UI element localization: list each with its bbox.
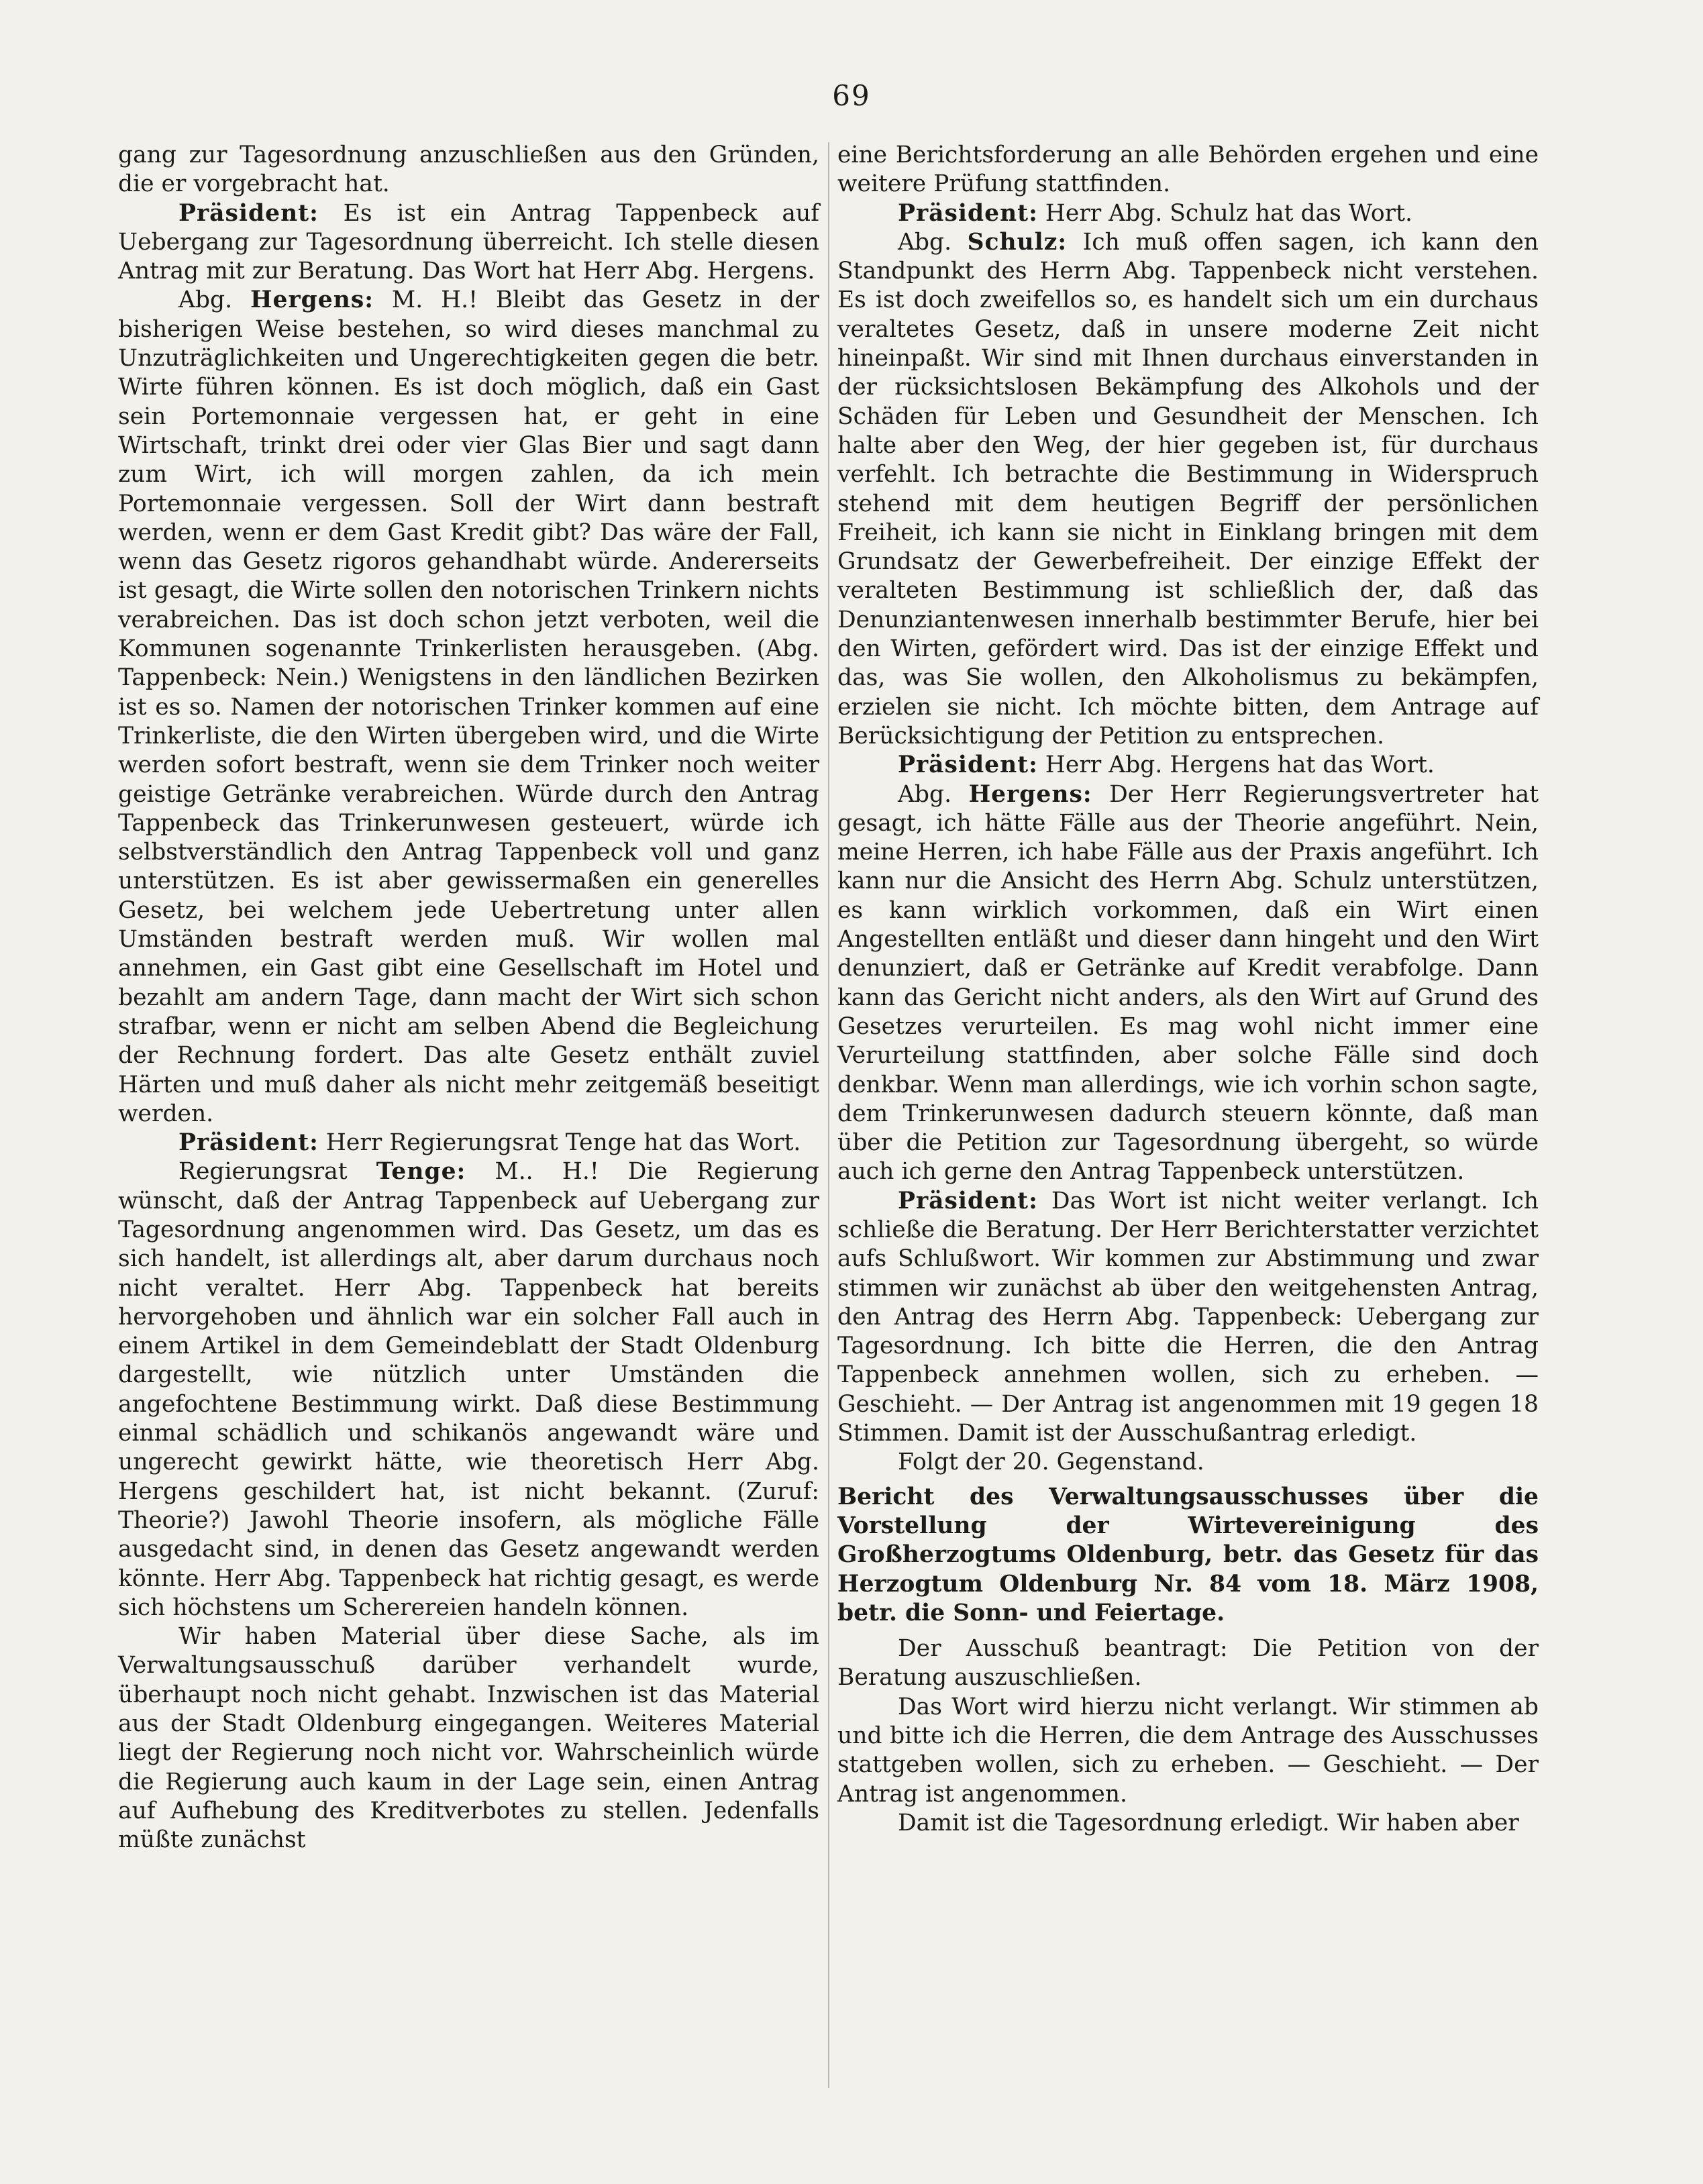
paragraph [118,1622,819,1855]
text-run: Herr Abg. Schulz hat das Wort. [1037,199,1413,227]
text-run: Abg. [898,228,968,256]
speaker-label: Schulz: [967,228,1068,256]
paragraph [837,228,1539,751]
column-divider [828,142,829,2088]
text-run: Abg. [178,287,250,314]
text-run: Folgt der 20. Gegenstand. [898,1449,1204,1476]
left-column [118,141,819,1855]
paragraph [118,286,819,1129]
text-run: Wir haben Material über diese Sache, als im Verwaltungsausschuß darüber verhandelt wurde, überhaupt noch nicht gehabt. Inzwischen ist das Material aus der Stadt Oldenburg eingegangen. Weiteres Material liegt der Regierung noch nicht vor. Wahrscheinlich würde die Regierung auch kaum in der Lage sein, einen Antrag auf Aufhebung des Kreditverbotes zu stellen. Jedenfalls müßte zunächst [118,1623,819,1854]
paragraph [118,1129,819,1157]
page-number: 69 [832,79,871,112]
paragraph [837,1634,1539,1693]
paragraph [118,1157,819,1622]
text-run: eine Berichtsforderung an alle Behörden ergehen und eine weitere Prüfung stattfinden. [837,142,1539,198]
text-run: Regierungsrat [178,1158,376,1186]
speaker-label: Präsident: [178,199,319,227]
text-run: Der Herr Regierungsvertreter hat gesagt, ich hätte Fälle aus der Theorie angeführt. Nein, meine Herren, ich habe Fälle aus der Praxis angeführt. Ich kann nur die Ansicht des Herrn Abg. Schulz unterstützen, es kann wirklich vorkommen, daß ein Wirt einen Angestellten entläßt und dieser dann hingeht und den Wirt denunziert, daß er Getränke auf Kredit verabfolge. Dann kann das Gericht nicht anders, als den Wirt auf Grund des Gesetzes verurteilen. Es mag wohl nicht immer eine Verurteilung stattfinden, aber solche Fälle sind doch denkbar. Wenn man allerdings, wie ich vorhin schon sagte, dem Trinkerunwesen dadurch steuern könnte, daß man über die Petition zur Tagesordnung übergeht, so würde auch ich gerne den Antrag Tappenbeck unterstützen. [837,780,1539,1186]
paragraph [837,1448,1539,1477]
paragraph-continuation [837,141,1539,199]
speaker-label: Hergens: [250,287,374,314]
text-run: Herr Regierungsrat Tenge hat das Wort. [318,1129,801,1157]
text-run: Es ist ein Antrag Tappenbeck auf Uebergang zur Tagesordnung überreicht. Ich stelle diesen Antrag mit zur Beratung. Das Wort hat Herr Abg. Hergens. [118,199,819,285]
text-run: Ich muß offen sagen, ich kann den Standpunkt des Herrn Abg. Tappenbeck nicht verstehen. Es ist doch zweifellos so, es handelt sich um ein durchaus veraltetes Gesetz, daß in unsere moderne Zeit nicht hineinpaßt. Wir sind mit Ihnen durchaus einverstanden in der rücksichtslosen Bekämpfung des Alkohols und der Schäden für Leben und Gesundheit der Menschen. Ich halte aber den Weg, der hier gegeben ist, für durchaus verfehlt. Ich betrachte die Bestimmung in Widerspruch stehend mit dem heutigen Begriff der persönlichen Freiheit, ich kann sie nicht in Einklang bringen mit dem Grundsatz der Gewerbefreiheit. Der einzige Effekt der veralteten Bestimmung ist schließlich der, daß das Denunziantenwesen innerhalb bestimmter Berufe, hier bei den Wirten, gefördert wird. Das ist der einzige Effekt und das, was Sie wollen, den Alkoholismus zu bekämpfen, erzielen sie nicht. Ich möchte bitten, dem Antrage auf Berücksichtigung der Petition zu entsprechen. [837,228,1539,749]
text-run: Damit ist die Tagesordnung erledigt. Wir haben aber [898,1809,1519,1836]
speaker-label: Präsident: [178,1129,319,1157]
text-run: Bericht des Verwaltungsausschusses über die Vorstellung der Wirtevereinigung des Großherzogtums Oldenburg, betr. das Gesetz für das Herzogtum Oldenburg Nr. 84 vom 18. März 1908, betr. die Sonn- und Feiertage. [837,1483,1539,1626]
text-run: Herr Abg. Hergens hat das Wort. [1037,751,1435,779]
text-run: Das Wort ist nicht weiter verlangt. Ich schließe die Beratung. Der Herr Berichterstatter verzichtet aufs Schlußwort. Wir kommen zur Abstimmung und zwar stimmen wir zunächst ab über den weitgehensten Antrag, den Antrag des Herrn Abg. Tappenbeck: Uebergang zur Tagesordnung. Ich bitte die Herren, die den Antrag Tappenbeck annehmen wollen, sich zu erheben. — Geschieht. — Der Antrag ist angenommen mit 19 gegen 18 Stimmen. Damit ist der Ausschußantrag erledigt. [837,1187,1539,1447]
text-run: Der Ausschuß beantragt: Die Petition von der Beratung auszuschließen. [837,1635,1539,1692]
text-run: M. H.! Bleibt das Gesetz in der bisherigen Weise bestehen, so wird dieses manchmal zu Unzuträglichkeiten und Ungerechtigkeiten gegen die betr. Wirte führen können. Es ist doch möglich, daß ein Gast sein Portemonnaie vergessen hat, er geht in eine Wirtschaft, trinkt drei oder vier Glas Bier und sagt dann zum Wirt, ich will morgen zahlen, da ich mein Portemonnaie vergessen. Soll der Wirt dann bestraft werden, wenn er dem Gast Kredit gibt? Das wäre der Fall, wenn das Gesetz rigoros gehandhabt würde. Andererseits ist gesagt, die Wirte sollen den notorischen Trinkern nichts verabreichen. Das ist doch schon jetzt verboten, weil die Kommunen sogenannte Trinkerlisten herausgeben. (Abg. Tappenbeck: Nein.) Wenigstens in den ländlichen Bezirken ist es so. Namen der notorischen Trinker kommen auf eine Trinkerliste, die den Wirten übergeben wird, und die Wirte werden sofort bestraft, wenn sie dem Trinker noch weiter geistige Getränke verabreichen. Würde durch den Antrag Tappenbeck das Trinkerunwesen gesteuert, würde ich selbstverständlich den Antrag Tappenbeck voll und ganz unterstützen. Es ist aber gewissermaßen ein generelles Gesetz, bei welchem jede Uebertretung unter allen Umständen bestraft werden muß. Wir wollen mal annehmen, ein Gast gibt eine Gesellschaft im Hotel und bezahlt am andern Tage, dann macht der Wirt sich schon strafbar, wenn er nicht am selben Abend die Begleichung der Rechnung fordert. Das alte Gesetz enthält zuviel Härten und muß daher als nicht mehr zeitgemäß beseitigt werden. [118,287,819,1127]
speaker-label: Präsident: [898,199,1038,227]
agenda-item-heading [837,1483,1539,1628]
text-run: Abg. [898,780,969,808]
speaker-label: Hergens: [968,780,1092,808]
paragraph [837,780,1539,1187]
paragraph [837,751,1539,780]
text-run: gang zur Tagesordnung anzuschließen aus den Gründen, die er vorgebracht hat. [118,142,819,198]
right-column [837,141,1539,1838]
paragraph [837,1187,1539,1449]
paragraph [837,199,1539,228]
text-run: Das Wort wird hierzu nicht verlangt. Wir stimmen ab und bitte ich die Herren, die dem Antrage des Ausschusses stattgeben wollen, sich zu erheben. — Geschieht. — Der Antrag ist angenommen. [837,1693,1539,1808]
paragraph-continuation [118,141,819,199]
speaker-label: Präsident: [898,1187,1038,1214]
text-run: M.. H.! Die Regierung wünscht, daß der Antrag Tappenbeck auf Uebergang zur Tagesordnung angenommen wird. Das Gesetz, um das es sich handelt, ist allerdings alt, aber darum durchaus noch nicht veraltet. Herr Abg. Tappenbeck hat bereits hervorgehoben und ähnlich war ein solcher Fall auch in einem Artikel in dem Gemeindeblatt der Stadt Oldenburg dargestellt, wie nützlich unter Umständen die angefochtene Bestimmung wirkt. Daß diese Bestimmung einmal schädlich und schikanös angewandt wäre und ungerecht gewirkt hätte, wie theoretisch Herr Abg. Hergens geschildert hat, ist nicht bekannt. (Zuruf: Theorie?) Jawohl Theorie insofern, als mögliche Fälle ausgedacht sind, in denen das Gesetz angewandt werden könnte. Herr Abg. Tappenbeck hat richtig gesagt, es werde sich höchstens um Scherereien handeln können. [118,1158,819,1621]
speaker-label: Präsident: [898,751,1038,779]
paragraph [837,1809,1539,1838]
paragraph [837,1693,1539,1809]
paragraph [118,199,819,287]
speaker-label: Tenge: [376,1158,466,1186]
